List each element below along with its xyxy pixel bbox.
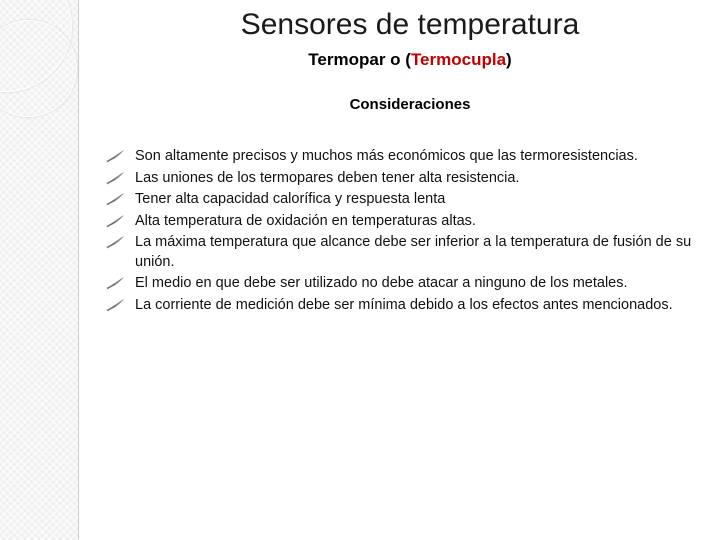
subtitle-suffix: ): [506, 50, 512, 69]
bullet-text: Son altamente precisos y muchos más económicos que las termoresistencias.: [135, 148, 638, 164]
bullet-text: Tener alta capacidad calorífica y respuesta lenta: [135, 191, 446, 207]
feather-bullet-icon: [105, 192, 125, 206]
subtitle-highlight: Termocupla: [410, 50, 507, 69]
subtitle-prefix: Termopar o (: [308, 50, 411, 69]
feather-bullet-icon: [105, 214, 125, 228]
bullet-text: La máxima temperatura que alcance debe ser inferior a la temperatura de fusión de su unión.: [135, 234, 692, 270]
bullet-text: Las uniones de los termopares deben tener alta resistencia.: [135, 169, 520, 186]
feather-bullet-icon: [105, 171, 125, 185]
bullet-item: [103, 233, 698, 272]
bullet-text: La corriente de medición debe ser mínima debido a los efectos antes mencionados.: [135, 296, 673, 313]
bullet-item: [103, 147, 698, 167]
bullet-text: El medio en que debe ser utilizado no debe atacar a ninguno de los metales.: [135, 275, 628, 291]
decorative-side-panel: [0, 0, 79, 540]
bullet-item: [103, 169, 698, 189]
slide-subtitle: [150, 50, 670, 70]
bullet-item: [103, 296, 698, 316]
bullet-item: [103, 190, 698, 210]
feather-bullet-icon: [105, 276, 125, 290]
feather-bullet-icon: [105, 235, 125, 249]
feather-bullet-icon: [105, 298, 125, 312]
bullet-item: [103, 274, 698, 294]
slide-title: Sensores de temperatura: [240, 8, 580, 41]
feather-bullet-icon: [105, 149, 125, 163]
bullet-item: [103, 212, 698, 232]
bullet-text: Alta temperatura de oxidación en temperaturas altas.: [135, 212, 476, 229]
section-heading: Consideraciones: [349, 96, 471, 113]
bullet-list: [103, 147, 698, 317]
